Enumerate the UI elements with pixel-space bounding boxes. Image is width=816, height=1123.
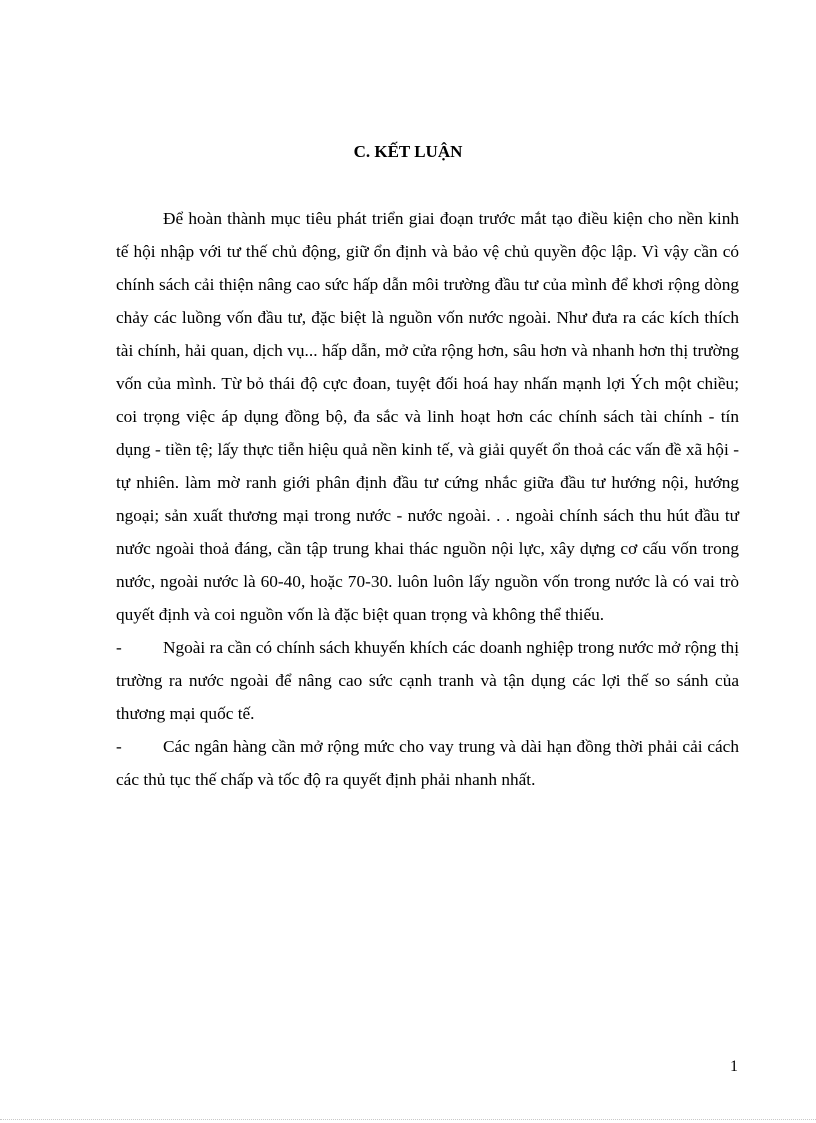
bullet-item [116, 631, 739, 730]
bullet-marker: - [116, 737, 122, 756]
document-body [116, 202, 739, 796]
bullet-text: Ngoài ra cần có chính sách khuyến khích các doanh nghiệp trong nước mở rộng thị trường ra nước ngoài để nâng cao sức cạnh tranh và tận dụng các lợi thế so sánh của thương mại quốc tế. [116, 638, 739, 723]
page-number: 1 [730, 1058, 738, 1075]
bullet-item [116, 730, 739, 796]
page-bottom-border [0, 1119, 816, 1120]
section-title: C. KẾT LUẬN [353, 142, 463, 161]
bullet-marker: - [116, 638, 122, 657]
body-paragraph: Để hoàn thành mục tiêu phát triển giai đoạn trước mắt tạo điều kiện cho nền kinh tế hội nhập với tư thế chủ động, giữ ổn định và bảo vệ chủ quyền độc lập. Vì vậy cần có chính sách cải thiện nâng cao sức hấp dẫn môi trường đầu tư của mình để khơi rộng dòng chảy các luồng vốn đầu tư, đặc biệt là nguồn vốn nước ngoài. Như đưa ra các kích thích tài chính, hải quan, dịch vụ... hấp dẫn, mở cửa rộng hơn, sâu hơn và nhanh hơn thị trường vốn của mình. Từ bỏ thái độ cực đoan, tuyệt đối hoá hay nhấn mạnh lợi Ých một chiều; coi trọng việc áp dụng đồng bộ, đa sắc và linh hoạt hơn các chính sách tài chính - tín dụng - tiền tệ; lấy thực tiễn hiệu quả nền kinh tế, và giải quyết ổn thoả các vấn đề xã hội - tự nhiên. làm mờ ranh giới phân định đầu tư cứng nhắc giữa đầu tư hướng nội, hướng ngoại; sản xuất thương mại trong nước - nước ngoài. . . ngoài chính sách thu hút đầu tư nước ngoài thoả đáng, cần tập trung khai thác nguồn nội lực, xây dựng cơ cấu vốn trong nước, ngoài nước là 60-40, hoặc 70-30. luôn luôn lấy nguồn vốn trong nước là có vai trò quyết định và coi nguồn vốn là đặc biệt quan trọng và không thể thiếu. [116, 209, 739, 624]
bullet-text: Các ngân hàng cần mở rộng mức cho vay trung và dài hạn đồng thời phải cải cách các thủ tục thế chấp và tốc độ ra quyết định phải nhanh nhất. [116, 737, 739, 789]
